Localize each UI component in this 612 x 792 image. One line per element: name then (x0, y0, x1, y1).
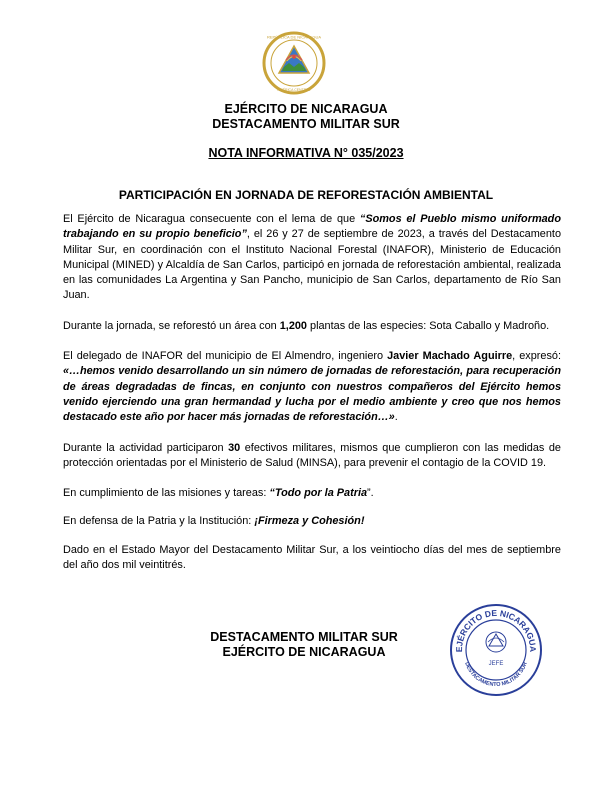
motto-quote: “Somos el Pueblo mismo uniformado trabajando en su propio beneficio” (63, 213, 561, 241)
document-body (63, 212, 561, 588)
svg-text:EJÉRCITO DE NICARAGUA: EJÉRCITO DE NICARAGUA (453, 607, 539, 653)
svg-text:DESTACAMENTO MILITAR SUR: DESTACAMENTO MILITAR SUR (463, 661, 529, 689)
paragraph-text: efectivos militares, mismos que cumplieron con las medidas de protección orientadas por el Ministerio de Salud (MINSA), para prevenir el contagio de la COVID 19. (63, 441, 561, 469)
delegate-name: Javier Machado Aguirre (387, 350, 513, 363)
paragraph-intro (63, 212, 561, 304)
delegate-quote: «…hemos venido desarrollando un sin número de jornadas de reforestación, para recuperación de áreas degradadas de fincas, en conjunto con nuestros compañeros del Ejército hemos venido ejerciendo una gran hermandad y lucha por el medio ambiente y creo que nos hemos destacado este año por hacer más jornadas de reforestación…» (63, 365, 561, 424)
signature-unit: DESTACAMENTO MILITAR SUR (210, 630, 398, 644)
svg-text:AMÉRICA CENTRAL: AMÉRICA CENTRAL (277, 88, 311, 92)
signature-organization: EJÉRCITO DE NICARAGUA (222, 645, 386, 659)
paragraph-text: . (394, 411, 398, 424)
paragraph-defense (63, 514, 561, 529)
mission-motto: “Todo por la Patria (269, 487, 368, 500)
paragraph-date: Dado en el Estado Mayor del Destacamento Militar Sur, a los veintiocho días del mes de septiembre del año dos mil veintitrés. (63, 543, 561, 572)
paragraph-text: En cumplimiento de las misiones y tareas: (63, 487, 270, 500)
paragraph-quote (63, 349, 561, 425)
document-title: PARTICIPACIÓN EN JORNADA DE REFORESTACIÓN AMBIENTAL (118, 188, 494, 202)
svg-text:JEFE: JEFE (488, 661, 504, 667)
paragraph-text: El delegado de INAFOR del municipio de El Almendro, ingeniero (63, 350, 388, 363)
defense-motto: ¡Firmeza y Cohesión! (254, 515, 365, 528)
organization-name: EJÉRCITO DE NICARAGUA (224, 102, 388, 116)
note-number: NOTA INFORMATIVA N° 035/2023 (208, 146, 404, 160)
plants-count: 1,200 (279, 319, 307, 332)
paragraph-text: plantas de las especies: Sota Caballo y Madroño. (307, 319, 550, 332)
official-stamp (448, 602, 544, 698)
paragraph-text: , expresó: (512, 350, 561, 363)
paragraph-text: Durante la actividad participaron (63, 441, 229, 454)
paragraph-text: , el 26 y 27 de septiembre de 2023, a través del Destacamento Militar Sur, en coordinación con el Instituto Nacional Forestal (INAFOR), Ministerio de Educación Municipal (MINED) y Alcaldía de San Carlos, participó en jornada de reforestación ambiental, realizada en las comunidades La Argentina y San Pancho, municipio de San Carlos, departamento de Río San Juan. (63, 228, 561, 302)
paragraph-text: El Ejército de Nicaragua consecuente con el lema de que (63, 213, 360, 225)
unit-name: DESTACAMENTO MILITAR SUR (212, 117, 400, 131)
paragraph-text: Durante la jornada, se reforestó un área con (63, 319, 280, 332)
nicaragua-coat-of-arms-logo (262, 30, 326, 96)
paragraph-mission (63, 486, 561, 501)
paragraph-text: ”. (367, 487, 374, 500)
paragraph-area (63, 319, 561, 334)
participants-count: 30 (228, 441, 241, 454)
svg-text:REPÚBLICA DE NICARAGUA: REPÚBLICA DE NICARAGUA (266, 34, 322, 40)
paragraph-text: En defensa de la Patria y la Institución: (63, 515, 255, 528)
paragraph-participants (63, 441, 561, 472)
